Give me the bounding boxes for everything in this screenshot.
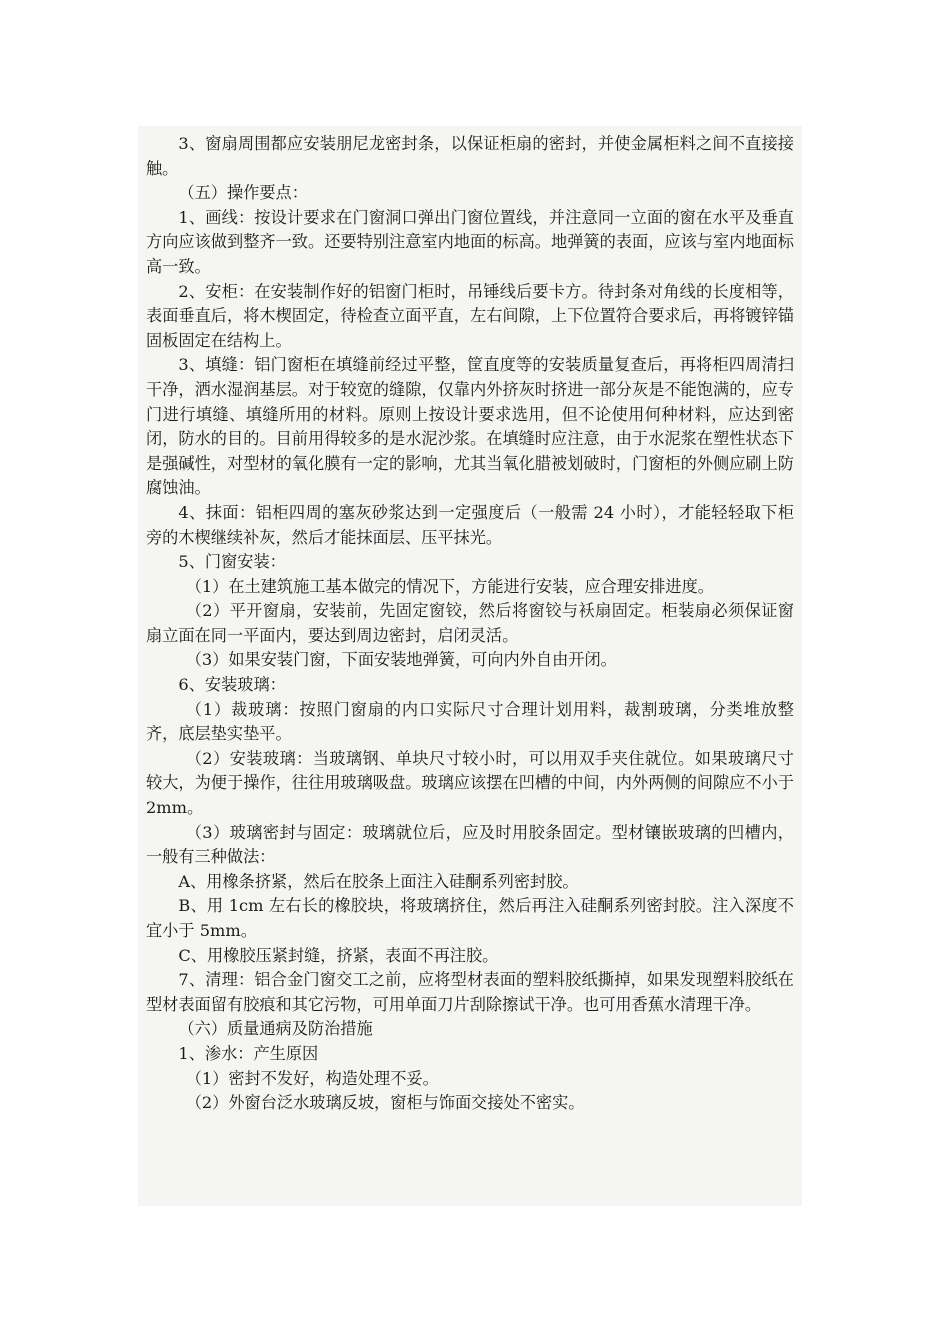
paragraph-plastering: 4、抹面：铝柜四周的塞灰砂浆达到一定强度后（一般需 24 小时），才能轻轻取下柜旁的木楔继续补灰，然后才能抹面层、压平抹光。 xyxy=(146,502,794,547)
paragraph-leakage-cause-2: （2）外窗台泛水玻璃反坡，窗柜与饰面交接处不密实。 xyxy=(185,1093,585,1113)
paragraph-install-frame: 2、安柜：在安装制作好的铝窗门柜时，吊锤线后要卡方。待封条对角线的长度相等，表面垂直后，将木楔固定，待检查立面平直，左右间隙，上下位置符合要求后，再将镀锌锚固板固定在结构上。 xyxy=(146,281,794,350)
paragraph-method-c: C、用橡胶压紧封缝，挤紧，表面不再注胶。 xyxy=(178,945,499,965)
paragraph-leakage-causes: 1、渗水：产生原因 xyxy=(178,1043,319,1063)
paragraph-method-a: A、用橡条挤紧，然后在胶条上面注入硅酮系列密封胶。 xyxy=(178,871,579,891)
paragraph-marking-lines: 1、画线：按设计要求在门窗洞口弹出门窗位置线，并注意同一立面的窗在水平及垂直方向应该做到整齐一致。还要特别注意室内地面的标高。地弹簧的表面，应该与室内地面标高一致。 xyxy=(146,207,794,276)
paragraph-cleaning: 7、清理：铝合金门窗交工之前，应将型材表面的塑料胶纸撕掉，如果发现塑料胶纸在型材表面留有胶痕和其它污物，可用单面刀片刮除擦试干净。也可用香蕉水清理干净。 xyxy=(146,970,794,1014)
paragraph-install-step-2: （2）平开窗扇，安装前，先固定窗铰，然后将窗铰与袄扇固定。柜装扇必须保证窗扇立面在同一平面内，要达到周边密封，启闭灵活。 xyxy=(146,601,794,645)
paragraph-cut-glass: （1）裁玻璃：按照门窗扇的内口实际尺寸合理计划用料，裁割玻璃，分类堆放整齐，底层垫实垫平。 xyxy=(146,699,794,744)
paragraph-method-b: B、用 1cm 左右长的橡胶块，将玻璃挤住，然后再注入硅酮系列密封胶。注入深度不宜小于 5mm。 xyxy=(146,896,794,940)
paragraph-install-glass: 6、安装玻璃： xyxy=(178,675,286,695)
paragraph-install-step-1: （1）在土建筑施工基本做完的情况下，方能进行安装，应合理安排进度。 xyxy=(185,576,714,596)
paragraph-door-window-install: 5、门窗安装： xyxy=(178,552,286,572)
paragraph-leakage-cause-1: （1）密封不发好，构造处理不妥。 xyxy=(185,1068,439,1088)
heading-operation-points: （五）操作要点： xyxy=(178,183,308,203)
paragraph-filling-gaps: 3、填缝：铝门窗柜在填缝前经过平整，筐直度等的安装质量复查后，再将柜四周清扫干净，洒水湿润基层。对于较宽的缝隙，仅靠内外挤灰时挤进一部分灰是不能饱满的，应专门进行填缝、填缝所用的材料。原则上按设计要求选用，但不论使用何种材料，应达到密闭，防水的目的。目前用得较多的是水泥沙浆。在填缝时应注意，由于水泥浆在塑性状态下是强碱性，对型材的氧化膜有一定的影响，尤其当氧化腊被划破时，门窗柜的外侧应刷上防腐蚀油。 xyxy=(146,355,794,498)
document-text-block xyxy=(138,126,802,1206)
paragraph-install-step-3: （3）如果安装门窗，下面安装地弹簧，可向内外自由开闭。 xyxy=(185,650,617,670)
heading-quality-defects: （六）质量通病及防治措施 xyxy=(178,1019,373,1039)
paragraph-seal-strips: 3、窗扇周围都应安装朋尼龙密封条，以保证柜扇的密封，并使金属柜料之间不直接接触。 xyxy=(146,134,794,178)
paragraph-seal-glass: （3）玻璃密封与固定：玻璃就位后，应及时用胶条固定。型材镶嵌玻璃的凹槽内，一般有三种做法： xyxy=(146,822,794,867)
paragraph-mount-glass: （2）安装玻璃：当玻璃钢、单块尺寸较小时，可以用双手夹住就位。如果玻璃尺寸较大，为便于操作，往往用玻璃吸盘。玻璃应该摆在凹槽的中间，内外两侧的间隙应不小于 2mm。 xyxy=(146,748,800,818)
